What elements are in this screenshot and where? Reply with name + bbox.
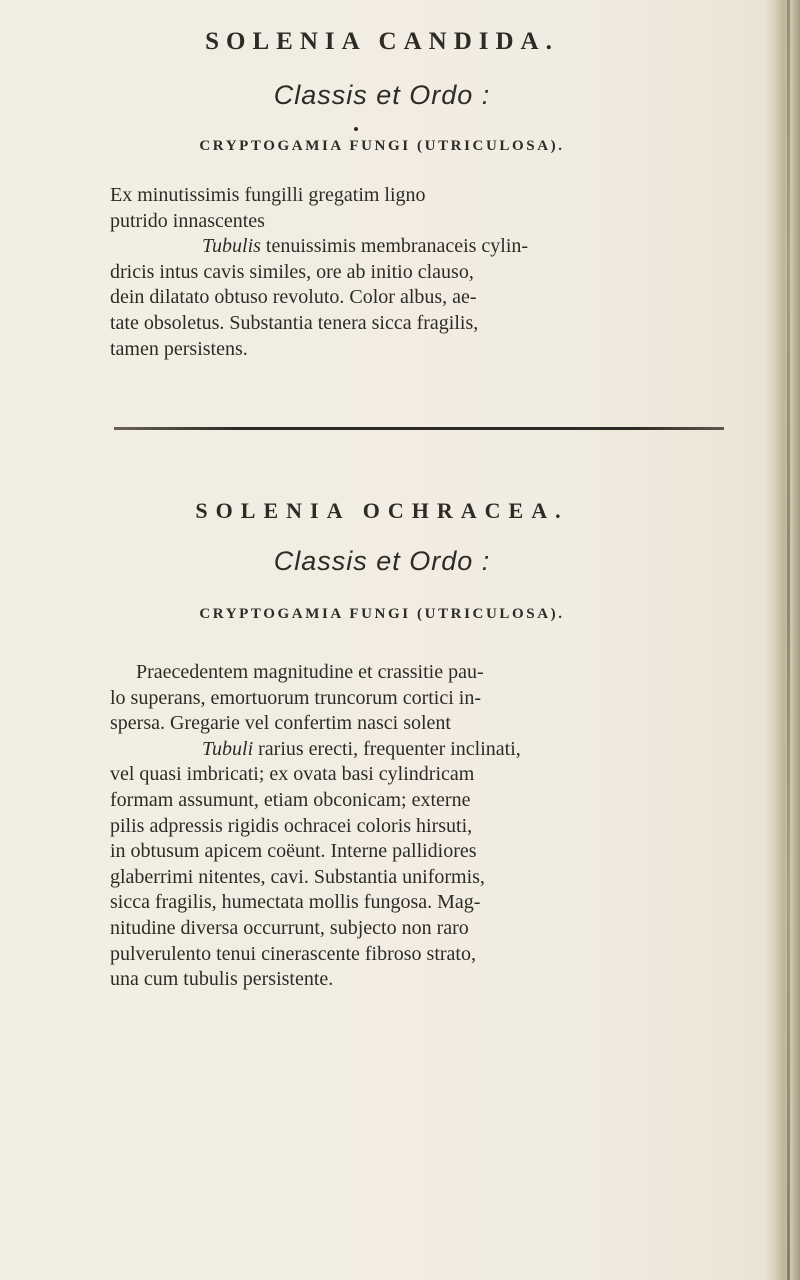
section2-body <box>110 660 730 993</box>
body-line <box>110 234 730 260</box>
body-line: lo superans, emortuorum truncorum cortici in- <box>110 686 482 709</box>
italic-term: Tubulis <box>202 235 261 258</box>
section-divider <box>114 427 724 430</box>
body-line: pulverulento tenui cinerascente fibroso strato, <box>110 942 476 965</box>
italic-term: Tubuli <box>202 737 254 760</box>
page-edge-shadow <box>764 0 800 1280</box>
section1-title: SOLENIA CANDIDA. <box>205 28 559 55</box>
body-line: dein dilatato obtuso revoluto. Color albus, ae- <box>110 286 477 309</box>
body-line-rest: tenuissimis membranaceis cylin- <box>265 235 529 258</box>
section2-title: SOLENIA OCHRACEA. <box>195 498 569 523</box>
section1-body <box>110 183 730 362</box>
body-line: Ex minutissimis fungilli gregatim ligno <box>110 184 426 206</box>
body-line: in obtusum apicem coëunt. Interne pallidiores <box>110 840 477 863</box>
body-line: Praecedentem magnitudine et crassitie pau- <box>136 661 484 683</box>
page-edge-line <box>787 0 790 1280</box>
ink-dot <box>354 127 358 131</box>
body-line: pilis adpressis rigidis ochracei coloris hirsuti, <box>110 814 473 837</box>
body-line: glaberrimi nitentes, cavi. Substantia uniformis, <box>110 865 485 888</box>
body-line: spersa. Gregarie vel confertim nasci solent <box>110 712 451 735</box>
body-line: dricis intus cavis similes, ore ab initio clauso, <box>110 260 474 283</box>
section2-group: CRYPTOGAMIA FUNGI (UTRICULOSA). <box>199 606 565 622</box>
body-line: una cum tubulis persistente. <box>110 968 334 991</box>
body-line: tate obsoletus. Substantia tenera sicca fragilis, <box>110 311 479 334</box>
body-line: formam assumunt, etiam obconicam; externe <box>110 788 471 811</box>
body-line: sicca fragilis, humectata mollis fungosa. Mag- <box>110 891 481 914</box>
body-line: vel quasi imbricati; ex ovata basi cylindricam <box>110 763 475 786</box>
section2-classis: Classis et Ordo : <box>273 546 491 576</box>
body-line: nitudine diversa occurrunt, subjecto non raro <box>110 916 469 939</box>
body-line: putrido innascentes <box>110 209 265 232</box>
section1-group: CRYPTOGAMIA FUNGI (UTRICULOSA). <box>199 138 565 154</box>
body-line-rest: rarius erecti, frequenter inclinati, <box>253 737 521 760</box>
section1-classis: Classis et Ordo : <box>273 80 491 110</box>
body-line: tamen persistens. <box>110 337 248 360</box>
body-line <box>110 737 730 763</box>
